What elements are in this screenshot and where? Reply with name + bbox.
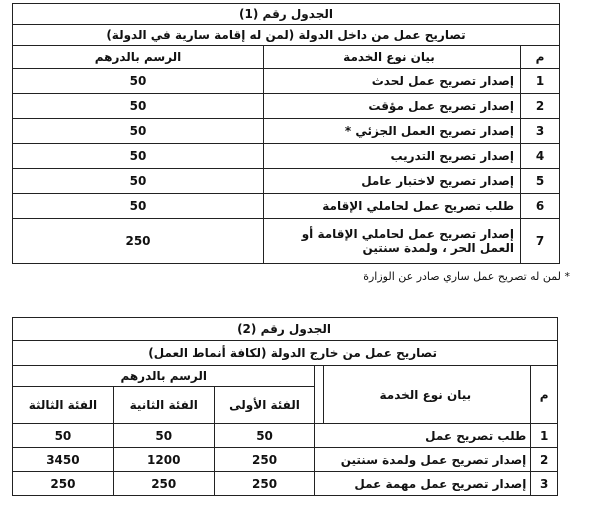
row-fee: 50: [13, 94, 264, 119]
row-num: 3: [531, 472, 558, 496]
row-service: طلب تصريح عمل: [315, 424, 531, 448]
table-2-title: الجدول رقم (2): [13, 318, 558, 341]
table-row: [13, 448, 558, 472]
header-num: م: [521, 46, 560, 69]
table-row: [13, 219, 560, 264]
table-2-subtitle: تصاريح عمل من خارج الدولة (لكافة أنماط العمل): [13, 341, 558, 366]
header-fee-group: الرسم بالدرهم: [13, 366, 315, 387]
row-cat1: 250: [214, 472, 315, 496]
table-1-title: الجدول رقم (1): [13, 4, 560, 25]
row-fee: 50: [13, 194, 264, 219]
row-service: إصدار تصريح عمل لحدث: [264, 69, 521, 94]
table-row: [13, 472, 558, 496]
row-service: إصدار تصريح العمل الجزئي *: [264, 119, 521, 144]
row-num: 7: [521, 219, 560, 264]
row-num: 2: [531, 448, 558, 472]
table-row: [13, 424, 558, 448]
row-fee: 50: [13, 119, 264, 144]
row-num: 2: [521, 94, 560, 119]
row-cat2: 50: [113, 424, 214, 448]
row-num: 3: [521, 119, 560, 144]
row-service: إصدار تصريح لاختبار عامل: [264, 169, 521, 194]
header-fee: الرسم بالدرهم: [13, 46, 264, 69]
row-fee: 50: [13, 169, 264, 194]
row-service: إصدار تصريح عمل ولمدة سنتين: [315, 448, 531, 472]
table-row: [13, 144, 560, 169]
table-1: [12, 3, 560, 264]
row-service: إصدار تصريح عمل مؤقت: [264, 94, 521, 119]
table-row: [13, 169, 560, 194]
row-num: 1: [521, 69, 560, 94]
row-service: إصدار تصريح عمل مهمة عمل: [315, 472, 531, 496]
table-1-subtitle: تصاريح عمل من داخل الدولة (لمن له إقامة سارية في الدولة): [13, 25, 560, 46]
row-cat2: 250: [113, 472, 214, 496]
header-spacer: [315, 366, 324, 424]
row-service: طلب تصريح عمل لحاملي الإقامة: [264, 194, 521, 219]
table-row: [13, 119, 560, 144]
table-row: [13, 94, 560, 119]
row-cat3: 50: [13, 424, 114, 448]
header-cat2: الفئة الثانية: [113, 387, 214, 424]
header-cat1: الفئة الأولى: [214, 387, 315, 424]
row-num: 1: [531, 424, 558, 448]
row-num: 6: [521, 194, 560, 219]
header-num: م: [531, 366, 558, 424]
row-fee: 250: [13, 219, 264, 264]
row-service: إصدار تصريح التدريب: [264, 144, 521, 169]
row-num: 4: [521, 144, 560, 169]
row-cat2: 1200: [113, 448, 214, 472]
row-fee: 50: [13, 69, 264, 94]
row-fee: 50: [13, 144, 264, 169]
row-cat1: 50: [214, 424, 315, 448]
table-1-footnote: * لمن له تصريح عمل ساري صادر عن الوزارة: [363, 270, 570, 283]
header-service: بيان نوع الخدمة: [324, 366, 531, 424]
row-cat3: 3450: [13, 448, 114, 472]
header-service: بيان نوع الخدمة: [264, 46, 521, 69]
table-row: [13, 194, 560, 219]
row-cat1: 250: [214, 448, 315, 472]
table-row: [13, 69, 560, 94]
header-cat3: الفئة الثالثة: [13, 387, 114, 424]
row-service: إصدار تصريح عمل لحاملي الإقامة أو العمل الحر ، ولمدة سنتين: [264, 219, 521, 264]
row-num: 5: [521, 169, 560, 194]
row-cat3: 250: [13, 472, 114, 496]
table-2: [12, 317, 558, 496]
